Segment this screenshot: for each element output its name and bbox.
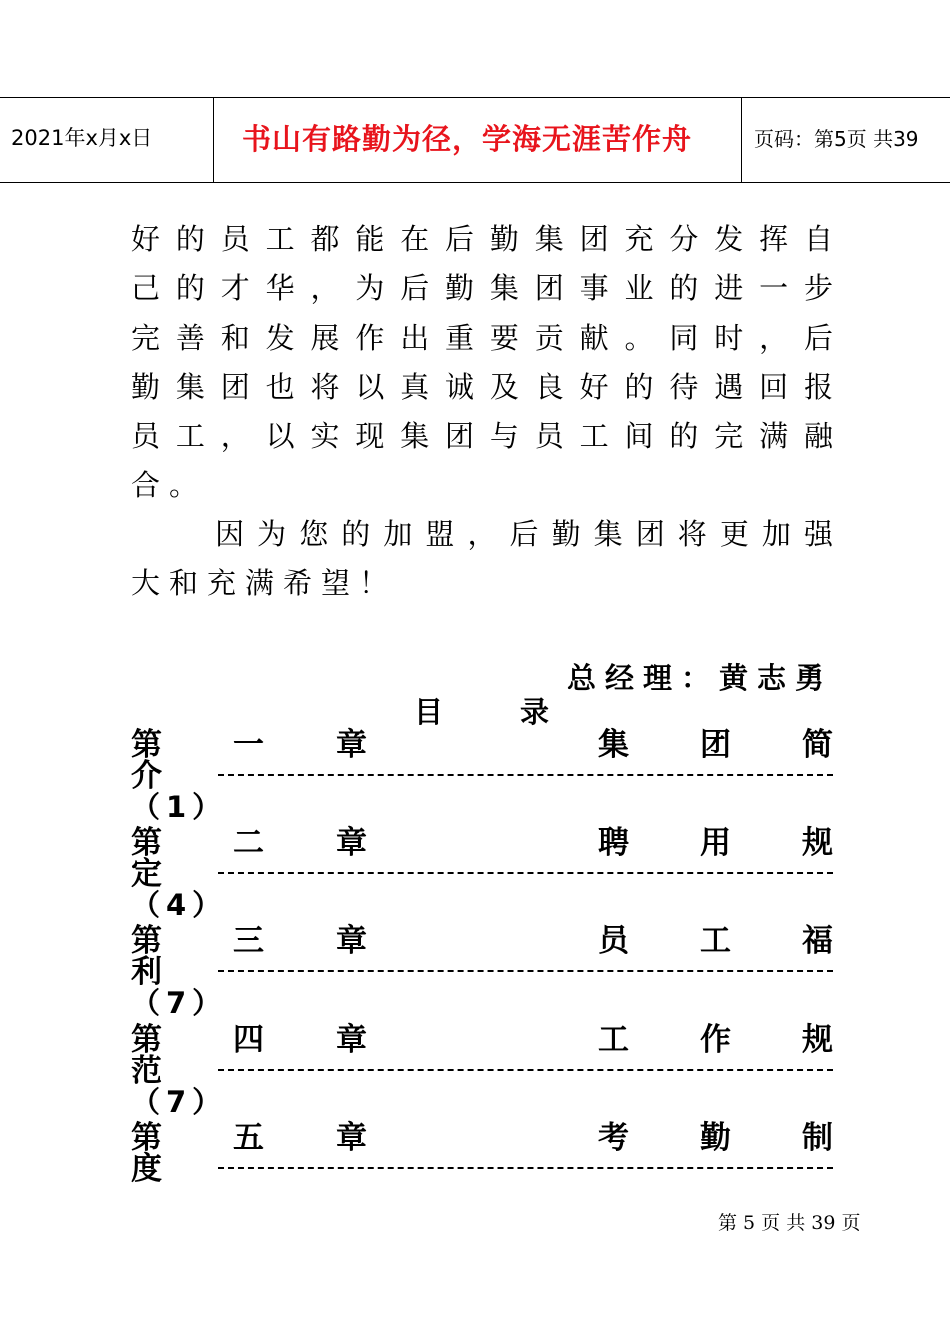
toc-title-left: 目	[414, 695, 444, 729]
header-motto: 书山有路勤为径，学海无涯苦作舟	[242, 122, 693, 156]
toc-page-number: （7）	[131, 1085, 228, 1119]
toc-page-number: （7）	[131, 986, 228, 1020]
header-divider-1	[213, 97, 214, 183]
toc-chapter-word: 章	[336, 1120, 367, 1156]
toc-title-char: 简	[802, 727, 833, 763]
toc-title-char: 考	[598, 1120, 629, 1156]
toc-chapter-prefix: 第	[131, 1120, 162, 1156]
signature: 总经理：黄志勇	[566, 661, 833, 695]
paragraph-line: 员工，以实现集团与员工间的完满融	[131, 419, 833, 454]
header-page-label: 页码：第5页 共39	[754, 127, 919, 151]
toc-chapter-number: 四	[233, 1022, 264, 1058]
toc-leader-line	[218, 1167, 833, 1169]
toc-title-char: 规	[802, 825, 833, 861]
toc-chapter-prefix: 第	[131, 923, 162, 959]
paragraph-line: 因为您的加盟，后勤集团将更加强	[131, 517, 833, 551]
paragraph-line: 己的才华，为后勤集团事业的进一步	[131, 271, 833, 306]
toc-chapter-prefix: 第	[131, 1022, 162, 1058]
toc-chapter-word: 章	[336, 923, 367, 959]
toc-title-char: 福	[802, 923, 833, 959]
footer-page-number: 第 5 页 共 39 页	[718, 1212, 861, 1234]
toc-title-char: 规	[802, 1022, 833, 1058]
toc-leader-line	[218, 1069, 833, 1071]
toc-leader-line	[218, 774, 833, 776]
toc-title-char: 聘	[598, 825, 629, 861]
toc-title-last-char: 定	[131, 856, 162, 892]
toc-page-number: （1）	[131, 790, 228, 824]
toc-page-number: （4）	[131, 888, 228, 922]
header-bottom-rule	[0, 182, 950, 183]
toc-chapter-number: 五	[233, 1120, 264, 1156]
toc-chapter-number: 三	[233, 923, 264, 959]
toc-title-last-char: 利	[131, 954, 162, 990]
toc-title-char: 集	[598, 727, 629, 763]
body-paragraph-2	[131, 510, 833, 609]
toc-chapter-word: 章	[336, 825, 367, 861]
toc-title-last-char: 介	[131, 758, 162, 794]
toc-chapter-number: 一	[233, 727, 264, 763]
toc-title-char: 勤	[700, 1120, 731, 1156]
toc-title-char: 工	[700, 923, 731, 959]
toc-chapter-number: 二	[233, 825, 264, 861]
paragraph-line: 好的员工都能在后勤集团充分发挥自	[131, 222, 833, 256]
toc-chapter-prefix: 第	[131, 727, 162, 763]
paragraph-line: 完善和发展作出重要贡献。同时，后	[131, 320, 833, 355]
toc-title-char: 工	[598, 1022, 629, 1058]
paragraph-line: 勤集团也将以真诚及良好的待遇回报	[131, 369, 833, 404]
header-date: 2021年x月x日	[11, 126, 153, 150]
body-paragraph-1	[131, 215, 833, 511]
toc-title-char: 制	[802, 1120, 833, 1156]
toc-leader-line	[218, 872, 833, 874]
toc-title-last-char: 范	[131, 1053, 162, 1089]
toc-title-char: 团	[700, 727, 731, 763]
toc-title-last-char: 度	[131, 1151, 162, 1187]
header-top-rule	[0, 97, 950, 98]
toc-title-right: 录	[520, 695, 550, 729]
toc-title-char: 用	[700, 825, 731, 861]
toc-chapter-word: 章	[336, 1022, 367, 1058]
toc-title-char: 作	[700, 1022, 731, 1058]
header-divider-2	[741, 97, 742, 183]
paragraph-line: 合。	[131, 468, 208, 503]
toc-chapter-word: 章	[336, 727, 367, 763]
toc-leader-line	[218, 970, 833, 972]
toc-title-char: 员	[598, 923, 629, 959]
paragraph-line: 大和充满希望！	[131, 566, 398, 601]
toc-chapter-prefix: 第	[131, 825, 162, 861]
